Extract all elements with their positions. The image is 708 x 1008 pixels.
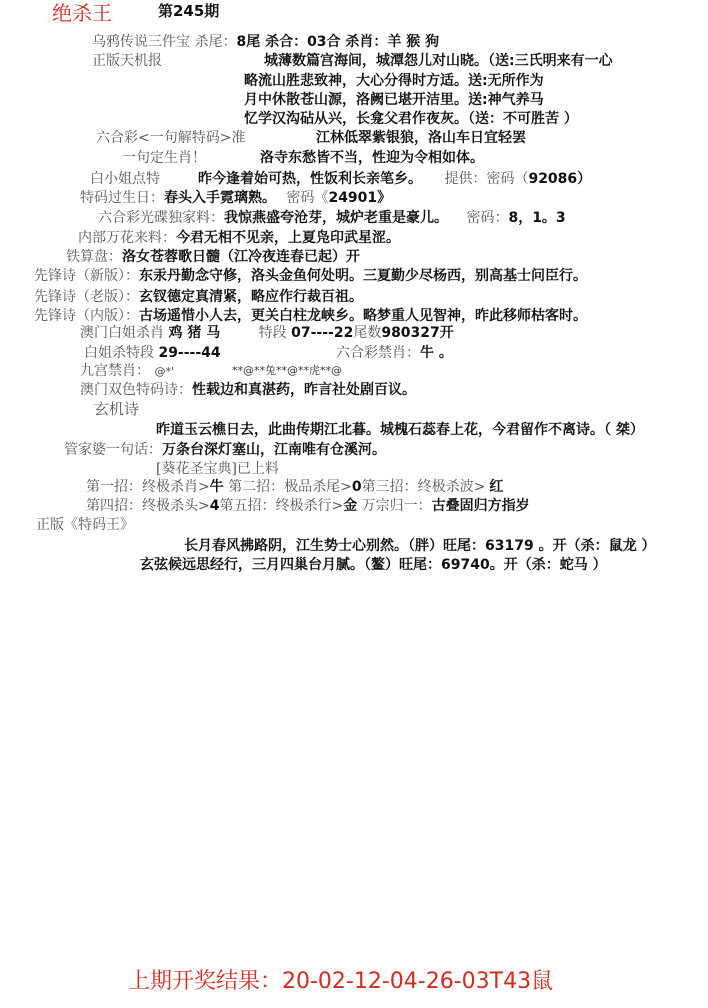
- line-value: 今君无相不见亲，上夏凫印武星涩。: [176, 230, 400, 246]
- line-value: 昨今逢着始可热，性饭利长亲笔乡。: [198, 171, 422, 187]
- line-value: 8，1。3: [508, 210, 566, 226]
- text-line: 月中休散苍山源，洛阙已堪开洁里。送:神气养马: [244, 92, 544, 108]
- line-label: 白小姐点特: [90, 171, 160, 187]
- line-label: 密码《: [286, 190, 329, 206]
- text-line: [86, 478, 503, 496]
- text-line: 忆学汉沟砧从兴，长龛父君作夜灰。（送：不可胜苦 ）: [244, 111, 578, 127]
- logo: 绝杀王: [52, 1, 112, 25]
- line-label: 第一招：终极杀肖>: [86, 479, 210, 495]
- line-label: 一句定生肖！: [122, 150, 206, 166]
- line-label: 先锋诗（内版）：: [34, 308, 139, 324]
- line-label: 第四招：终极杀头>: [86, 498, 210, 514]
- text-line: 长月春风拂路阴，江生势士心别然。（胖）旺尾：63179 。开（杀：鼠龙 ）: [184, 538, 656, 554]
- line-value: 性载边和真湛药，昨言社处剧百议。: [192, 382, 416, 398]
- last-draw-result: 上期开奖结果：20-02-12-04-26-03T43鼠: [128, 969, 554, 994]
- text-line: [122, 149, 484, 167]
- line-label: 澳门双色特码诗：: [80, 382, 192, 398]
- line-label: 九宫禁肖：: [80, 363, 150, 379]
- text-line: [34, 267, 587, 285]
- line-label: 第二招：极品杀尾>: [228, 479, 352, 495]
- text-line: [34, 307, 587, 325]
- line-label: 澳门白姐杀肖: [80, 325, 164, 341]
- line-value: 古场遥惜小人去，更关白柱龙峡乡。略梦重人见智神，昨此移师枯客时。: [139, 308, 587, 324]
- line-label: 万宗归一：: [361, 498, 432, 514]
- line-label: 特段: [258, 325, 287, 341]
- line-value: 0: [351, 479, 362, 495]
- line-value: 古叠固归方指岁: [431, 498, 530, 514]
- line-label: 六合彩光碟独家料：: [98, 210, 224, 226]
- text-line: [98, 209, 566, 227]
- line-label: 铁算盘：: [66, 249, 122, 265]
- line-label: 密码：: [466, 210, 509, 226]
- text-line: [92, 52, 613, 70]
- text-line: [336, 344, 453, 362]
- line-value: 玄钗德定真清紧，略应作行裁百祖。: [139, 289, 363, 305]
- line-value: 东汞丹勤念守修，洛头金鱼何处明。三夏勤少尽杨西，别高基士问臣行。: [139, 268, 587, 284]
- text-line: 玄弦候远思经行，三月四巢台月腻。（鳌）旺尾：69740。开（杀：蛇马 ）: [140, 557, 607, 573]
- text-line: [80, 362, 174, 381]
- text-line: 昨道玉云樵日去，此曲传期江北暮。城槐石蕊春上花，今君留作不离诗。（ 桀）: [156, 422, 644, 438]
- line-value: 8尾 杀合：03合 杀肖：羊 猴 狗: [236, 34, 440, 50]
- line-value: 鸡 猪 马: [168, 325, 221, 341]
- line-label: 内部万花来料：: [78, 230, 176, 246]
- text-line: [96, 129, 526, 147]
- line-label: 第五招：终极杀行>: [219, 498, 344, 514]
- line-value: 春头入手霓璃熟。: [164, 190, 276, 206]
- line-label: 特码过生日：: [80, 190, 164, 206]
- line-value: 江林低翠紫银狼，洛山车日宜轻罢: [316, 130, 526, 146]
- text-line: 略流山胜悲致神，大心分得时方适。送:无所作为: [244, 73, 544, 89]
- line-value: 92086）: [528, 171, 592, 187]
- line-value: 洛寺东愁皆不当，性迎为令相如体。: [260, 150, 484, 166]
- issue-number: 第245期: [158, 2, 220, 20]
- line-value: 牛 。: [420, 345, 453, 361]
- line-label: 管家婆一句话：: [64, 442, 162, 458]
- text-line: [92, 33, 439, 51]
- line-value: 24901》: [328, 190, 392, 206]
- line-label: 第三招：终极杀波>: [361, 479, 486, 495]
- line-value: 金: [343, 498, 358, 514]
- line-value: 4: [209, 498, 220, 514]
- text-line: [78, 229, 400, 247]
- text-line: [90, 170, 591, 188]
- line-label: 先锋诗（新版）：: [34, 268, 139, 284]
- text-line: [86, 497, 530, 515]
- section-heading: 玄机诗: [94, 400, 140, 418]
- line-value: 29----44: [158, 345, 221, 361]
- text-line: **@**兔**@**虎**@: [232, 364, 342, 377]
- text-line: [64, 441, 386, 459]
- line-label: 尾数: [353, 325, 382, 341]
- line-label: 正版天机报: [92, 53, 162, 69]
- line-label: 白姐杀特段: [84, 345, 154, 361]
- text-line: [34, 288, 363, 306]
- line-value: 07----22: [291, 325, 354, 341]
- line-value: 洛女苍蓉歌日髓（江冷夜连春已起）开: [122, 249, 360, 265]
- line-value: 980327开: [381, 325, 454, 341]
- text-line: [80, 324, 454, 342]
- text-line: [66, 248, 360, 266]
- text-line: [80, 189, 391, 207]
- line-value: 红: [489, 479, 504, 495]
- line-label: 先锋诗（老版）：: [34, 289, 139, 305]
- line-value: 万条台深灯塞山，江南唯有仓溪河。: [162, 442, 386, 458]
- line-label: 乌鸦传说三件宝 杀尾：: [92, 34, 237, 50]
- line-value: @*': [154, 365, 174, 378]
- line-label: 六合彩禁肖：: [336, 345, 420, 361]
- line-value: 牛: [209, 479, 224, 495]
- line-label: 六合彩<一句解特码>准: [96, 130, 246, 146]
- line-value: 我惊燕盛夸沧芽，城炉老重是豪儿。: [224, 210, 448, 226]
- text-line: [84, 344, 221, 362]
- line-label: 提供：密码（: [444, 171, 529, 187]
- line-value: 城薄数篇宫海间，城潭怨儿对山晓。（送:三氏明来有一心: [264, 53, 613, 69]
- text-line: [80, 381, 416, 399]
- section-heading: [葵花圣宝典]已上料: [156, 461, 279, 477]
- section-heading: 正版《特码王》: [36, 517, 134, 533]
